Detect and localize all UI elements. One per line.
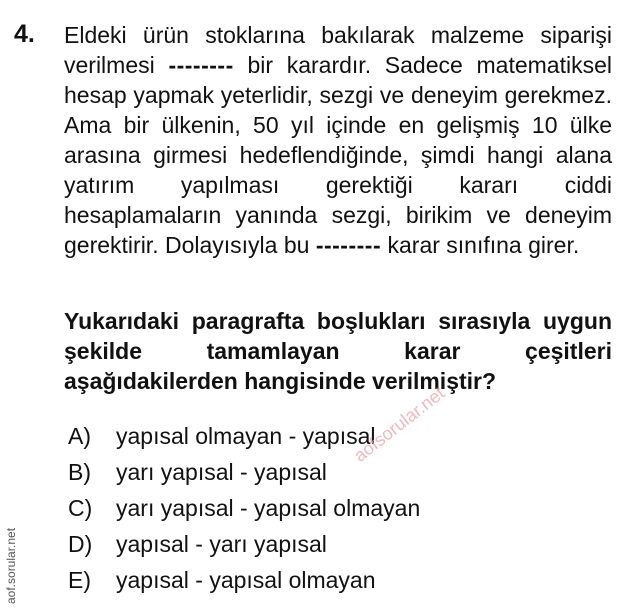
- option-letter: A): [68, 422, 91, 449]
- stem-part-1: Eldeki ürün stoklarına bakılarak malzeme siparişi verilmesi: [64, 22, 612, 78]
- option-text: yapısal olmayan - yapısal: [116, 422, 376, 449]
- option-letter: B): [68, 458, 91, 485]
- option-text: yarı yapısal - yapısal olmayan: [116, 494, 421, 521]
- option-letter: C): [68, 494, 93, 521]
- stem-part-2: bir karardır. Sadece matematiksel hesap yapmak yeterlidir, sezgi ve deneyim gerekmez. Ama bir ülkenin, 50 yıl içinde en gelişmiş 10 ülke arasına girmesi hedeflendiğinde, şimdi hangi alana yatırım yapılması gerektiği kararı ciddi hesaplamaların yanında sezgi, birikim ve deneyim gerektirir. Dolayısıyla bu: [64, 52, 612, 258]
- question-prompt: Yukarıdaki paragrafta boşlukları sırasıyla uygun şekilde tamamlayan karar çeşitleri aşağıdakilerden hangisinde verilmiştir?: [64, 308, 612, 394]
- option-text: yapısal - yapısal olmayan: [116, 566, 376, 593]
- option-text: yapısal - yarı yapısal: [116, 530, 327, 557]
- stem-part-3: karar sınıfına girer.: [381, 232, 580, 258]
- question-number: 4.: [14, 20, 35, 48]
- side-watermark: aof.sorular.net: [4, 527, 18, 604]
- option-letter: E): [68, 566, 91, 593]
- option-c[interactable]: [68, 490, 420, 526]
- blank-2: --------: [315, 232, 382, 258]
- option-letter: D): [68, 530, 93, 557]
- option-text: yarı yapısal - yapısal: [116, 458, 327, 485]
- question-stem: [64, 20, 612, 260]
- diagonal-watermark: aofsorular.net: [350, 382, 449, 466]
- blank-1: --------: [168, 52, 234, 78]
- option-e[interactable]: [68, 562, 420, 598]
- option-d[interactable]: [68, 526, 420, 562]
